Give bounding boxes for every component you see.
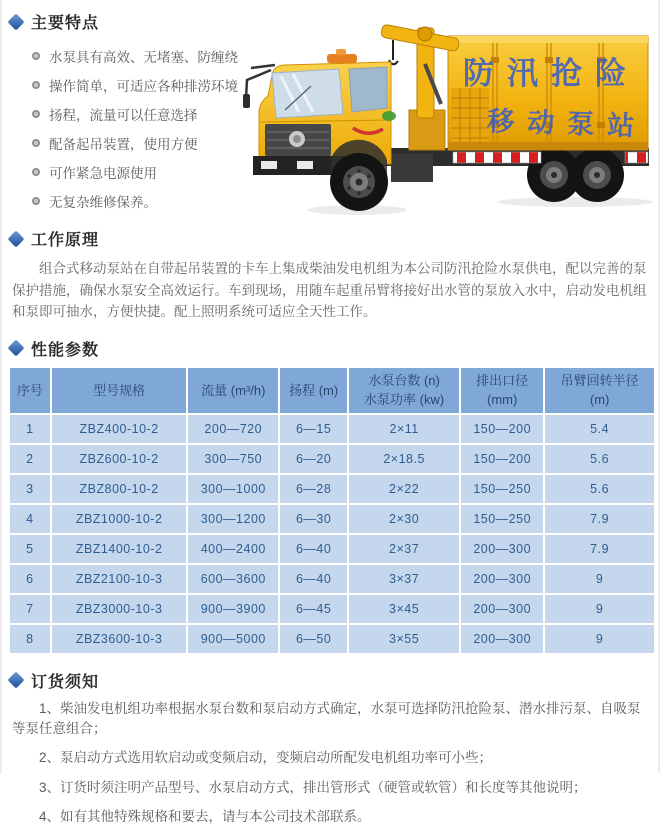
parameters-table: [8, 366, 656, 655]
table-cell: 5.6: [545, 475, 654, 503]
section-title: 性能参数: [31, 341, 100, 359]
table-cell: 150—250: [461, 475, 543, 503]
section-header: [10, 669, 658, 692]
banner-text-line1: 防汛抢险: [463, 56, 639, 91]
table-cell: 5.4: [545, 415, 654, 443]
table-cell: 150—200: [461, 445, 543, 473]
table-cell: 7.9: [545, 535, 654, 563]
notes-list: [2, 699, 658, 827]
table-cell: 200—300: [461, 595, 543, 623]
feature-text: 无复杂维修保养。: [49, 194, 157, 210]
feature-text: 扬程，流量可以任意选择: [49, 107, 198, 123]
table-cell: 300—1000: [188, 475, 278, 503]
table-cell: 6—45: [280, 595, 347, 623]
table-cell: 200—300: [461, 565, 543, 593]
table-cell: 6—40: [280, 565, 347, 593]
table-cell: 300—750: [188, 445, 278, 473]
ring-bullet-icon: [32, 197, 40, 205]
table-cell: 2×18.5: [349, 445, 459, 473]
table-row: [10, 535, 654, 563]
table-cell: ZBZ1000-10-2: [52, 505, 187, 533]
striped-side-rail: [453, 152, 541, 163]
table-row: [10, 445, 654, 473]
ordering-note: 3、订货时须注明产品型号、水泵启动方式，排出管形式（硬管或软管）和长度等其他说明；: [39, 779, 587, 795]
table-cell: 1: [10, 415, 50, 443]
table-cell: 2×22: [349, 475, 459, 503]
ordering-note: 2、泵启动方式选用软启动或变频启动，变频启动所配发电机组功率可小些；: [39, 750, 493, 766]
table-cell: 7.9: [545, 505, 654, 533]
table-cell: 900—3900: [188, 595, 278, 623]
table-cell: 6—15: [280, 415, 347, 443]
table-cell: 5.6: [545, 445, 654, 473]
table-cell: 6—40: [280, 535, 347, 563]
table-cell: 400—2400: [188, 535, 278, 563]
ordering-note: 4、如有其他特殊规格和要去，请与本公司技术部联系。: [39, 808, 371, 824]
ring-bullet-icon: [32, 168, 40, 176]
table-row: [10, 565, 654, 593]
table-cell: 6: [10, 565, 50, 593]
table-cell: 6—30: [280, 505, 347, 533]
section-title: 订货须知: [31, 673, 100, 691]
table-cell: 6—28: [280, 475, 347, 503]
table-cell: 200—300: [461, 535, 543, 563]
section-header: [10, 227, 658, 250]
table-header-row: [10, 368, 654, 413]
table-row: [10, 475, 654, 503]
table-cell: ZBZ800-10-2: [52, 475, 187, 503]
diamond-icon: [8, 340, 25, 357]
table-cell: 8: [10, 625, 50, 653]
table-cell: 4: [10, 505, 50, 533]
product-photo: [241, 2, 657, 216]
section-performance-parameters: [2, 337, 658, 655]
ring-bullet-icon: [32, 81, 40, 89]
table-cell: 900—5000: [188, 625, 278, 653]
table-cell: 7: [10, 595, 50, 623]
table-cell: 200—720: [188, 415, 278, 443]
table-cell: 150—250: [461, 505, 543, 533]
banner-text-line2: 移动泵站: [486, 106, 648, 142]
ordering-note: 1、柴油发电机组功率根据水泵台数和泵启动方式确定，水泵可选择防汛抢险泵、潜水排污泵、自吸泵等泵任意组合；: [12, 700, 641, 737]
table-cell: 9: [545, 625, 654, 653]
column-header: 吊臂回转半径 (m): [545, 368, 654, 413]
section-title: 工作原理: [31, 232, 100, 249]
table-cell: 2×11: [349, 415, 459, 443]
table-cell: ZBZ1400-10-2: [52, 535, 187, 563]
diamond-icon: [8, 672, 25, 689]
table-row: [10, 595, 654, 623]
column-header: 排出口径 (mm): [461, 368, 543, 413]
feature-text: 可作紧急电源使用: [49, 165, 157, 181]
table-cell: 3×45: [349, 595, 459, 623]
table-cell: 2×37: [349, 535, 459, 563]
section-ordering-notes: [2, 669, 658, 827]
table-cell: 2×30: [349, 505, 459, 533]
section-title: 主要特点: [31, 15, 100, 32]
table-cell: 9: [545, 595, 654, 623]
striped-side-rail: [625, 152, 648, 163]
ring-bullet-icon: [32, 110, 40, 118]
ring-bullet-icon: [32, 52, 40, 60]
column-header: 水泵台数 (n) 水泵功率 (kw): [349, 368, 459, 413]
section-working-principle: [2, 227, 658, 323]
ring-bullet-icon: [32, 139, 40, 147]
table-cell: 2: [10, 445, 50, 473]
feature-text: 操作简单，可适应各种排涝环境: [49, 78, 238, 94]
table-cell: ZBZ3000-10-3: [52, 595, 187, 623]
principle-paragraph: 组合式移动泵站在自带起吊装置的卡车上集成柴油发电机组为本公司防汛抢险水泵供电，配以完善的泵保护措施，确保水泵安全高效运行。车到现场，用随车起重吊臂将接好出水管的泵放入水中，启动发电机组和泵即可抽水，方便快捷。配上照明系统可适应全天性工作。: [12, 261, 647, 320]
table-cell: 6—50: [280, 625, 347, 653]
table-row: [10, 625, 654, 653]
table-cell: 5: [10, 535, 50, 563]
shadow: [497, 197, 653, 207]
diamond-icon: [8, 13, 25, 30]
diamond-icon: [8, 230, 25, 247]
table-cell: 300—1200: [188, 505, 278, 533]
feature-text: 水泵具有高效、无堵塞、防缠绕: [49, 49, 238, 65]
table-cell: ZBZ2100-10-3: [52, 565, 187, 593]
table-cell: 6—20: [280, 445, 347, 473]
table-cell: 200—300: [461, 625, 543, 653]
column-header: 型号规格: [52, 368, 187, 413]
table-cell: 9: [545, 565, 654, 593]
pump-truck-image: [241, 2, 657, 216]
table-cell: 150—200: [461, 415, 543, 443]
table-cell: ZBZ3600-10-3: [52, 625, 187, 653]
table-cell: ZBZ600-10-2: [52, 445, 187, 473]
column-header: 流量 (m³/h): [188, 368, 278, 413]
table-cell: 3×55: [349, 625, 459, 653]
section-header: [10, 337, 658, 360]
table-cell: ZBZ400-10-2: [52, 415, 187, 443]
table-cell: 3×37: [349, 565, 459, 593]
column-header: 序号: [10, 368, 50, 413]
table-row: [10, 505, 654, 533]
table-row: [10, 415, 654, 443]
table-cell: 3: [10, 475, 50, 503]
feature-text: 配备起吊装置，使用方便: [49, 136, 198, 152]
front-wheel: [330, 153, 388, 211]
table-cell: 600—3600: [188, 565, 278, 593]
column-header: 扬程 (m): [280, 368, 347, 413]
truck-box-body: [448, 36, 648, 150]
